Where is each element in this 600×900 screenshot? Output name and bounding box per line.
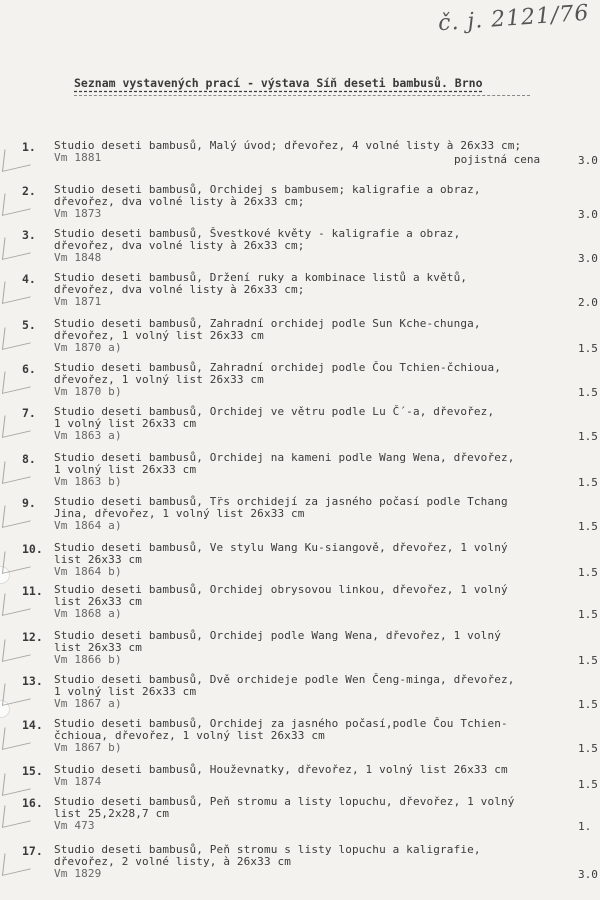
- entry-number: 15.: [22, 764, 43, 778]
- entry-number: 8.: [22, 452, 36, 466]
- entry-text: [54, 764, 508, 788]
- insurance-price: 1.: [578, 820, 592, 833]
- list-item: [0, 496, 600, 542]
- entry-number: 14.: [22, 718, 43, 732]
- entry-text: [54, 630, 501, 666]
- entry-text: [54, 272, 467, 308]
- entry-number: 7.: [22, 406, 36, 420]
- entry-text: [54, 406, 494, 442]
- inventory-number: Vm 1868 a): [54, 607, 122, 620]
- entry-text: [54, 844, 481, 880]
- inventory-number: Vm 1870 b): [54, 385, 122, 398]
- inventory-number: Vm 473: [54, 819, 95, 832]
- list-item: [0, 844, 600, 890]
- entry-description-line: Studio deseti bambusů, Ve stylu Wang Ku-siangově, dřevořez, 1 volný: [54, 541, 508, 554]
- list-item: [0, 362, 600, 408]
- insurance-price: 1.5: [578, 566, 598, 579]
- entry-description-line: Studio deseti bambusů, Orchidej na kameni podle Wang Wena, dřevořez,: [54, 451, 515, 464]
- entry-number: 16.: [22, 796, 43, 810]
- list-item: [0, 630, 600, 676]
- entry-description-line: Studio deseti bambusů, Orchidej za jasného počasí,podle Čou Tchien-: [54, 717, 508, 730]
- entry-number: 10.: [22, 542, 43, 556]
- list-item: [0, 318, 600, 364]
- insurance-price: 1.5: [578, 430, 598, 443]
- entry-number: 2.: [22, 184, 36, 198]
- entry-number: 1.: [22, 140, 36, 154]
- inventory-number: Vm 1867 a): [54, 697, 122, 710]
- entry-description-line: dřevořez, 1 volný list 26x33 cm: [54, 329, 264, 342]
- entry-description-line: list 26x33 cm: [54, 641, 143, 654]
- entry-description-line: dřevořez, 1 volný list 26x33 cm: [54, 373, 264, 386]
- entry-description-line: Studio deseti bambusů, Orchidej obrysovou linkou, dřevořez, 1 volný: [54, 583, 508, 596]
- inventory-number: Vm 1863 a): [54, 429, 122, 442]
- inventory-number: Vm 1848: [54, 251, 102, 264]
- inventory-number: Vm 1866 b): [54, 653, 122, 666]
- entry-description-line: Studio deseti bambusů, Orchidej ve větru podle Lu Č´-a, dřevořez,: [54, 405, 495, 418]
- list-item: [0, 140, 600, 186]
- entry-number: 12.: [22, 630, 43, 644]
- entry-description-line: Studio deseti bambusů, Peň stromu a listy lopuchu, dřevořez, 1 volný: [54, 795, 515, 808]
- entry-text: [54, 362, 501, 398]
- entry-text: [54, 496, 508, 532]
- entry-description-line: Studio deseti bambusů, Držení ruky a kombinace listů a květů,: [54, 271, 468, 284]
- insurance-price: 1.5: [578, 386, 598, 399]
- entry-description-line: list 25,2x28,7 cm: [54, 807, 170, 820]
- inventory-number: Vm 1871: [54, 295, 102, 308]
- page-title: Seznam vystavených prací - výstava Síň deseti bambusů. Brno: [74, 76, 483, 90]
- insurance-price: 1.5: [578, 520, 598, 533]
- inventory-number: Vm 1829: [54, 867, 102, 880]
- inventory-number: Vm 1867 b): [54, 741, 122, 754]
- entry-description-line: 1 volný list 26x33 cm: [54, 463, 197, 476]
- list-item: [0, 674, 600, 720]
- list-item: [0, 584, 600, 630]
- list-item: [0, 272, 600, 318]
- insurance-price: 2.0: [578, 296, 598, 309]
- insurance-price: 1.5: [578, 608, 598, 621]
- entry-number: 17.: [22, 844, 43, 858]
- entry-description-line: Studio deseti bambusů, Zahradní orchidej podle Sun Kche-chunga,: [54, 317, 481, 330]
- entry-text: [54, 452, 515, 488]
- entry-text: [54, 796, 515, 832]
- insurance-price: 3.0: [578, 208, 598, 221]
- entry-description-line: Studio deseti bambusů, Houževnatky, dřevořez, 1 volný list 26x33 cm: [54, 763, 508, 776]
- entry-description-line: list 26x33 cm: [54, 553, 143, 566]
- entry-description-line: Jina, dřevořez, 1 volný list 26x33 cm: [54, 507, 305, 520]
- reference-number: č. j. 2121/76: [437, 0, 591, 37]
- entry-description-line: Studio deseti bambusů, Zahradní orchidej podle Čou Tchien-čchioua,: [54, 361, 501, 374]
- insurance-price: 3.0: [578, 252, 598, 265]
- entry-description-line: Studio deseti bambusů, Švestkové květy - kaligrafie a obraz,: [54, 227, 461, 240]
- list-item: [0, 718, 600, 764]
- inventory-number: Vm 1873: [54, 207, 102, 220]
- insurance-price: 1.5: [578, 698, 598, 711]
- insurance-price: 1.5: [578, 654, 598, 667]
- entry-description-line: Studio deseti bambusů, Dvě orchideje podle Wen Čeng-minga, dřevořez,: [54, 673, 515, 686]
- entry-description-line: Studio deseti bambusů, Tr̈s orchidejí za jasného počasí podle Tchang: [54, 495, 508, 508]
- insurance-price: 1.5: [578, 742, 598, 755]
- list-item: [0, 452, 600, 498]
- entry-description-line: dřevořez, dva volné listy à 26x33 cm;: [54, 283, 305, 296]
- entry-description-line: 1 volný list 26x33 cm: [54, 417, 197, 430]
- entry-text: [54, 542, 508, 578]
- list-item: [0, 406, 600, 452]
- inventory-number: Vm 1870 a): [54, 341, 122, 354]
- list-item: [0, 228, 600, 274]
- entry-number: 4.: [22, 272, 36, 286]
- entry-text: [54, 228, 460, 264]
- entry-text: [54, 584, 508, 620]
- list-item: [0, 796, 600, 842]
- entry-description-line: dřevořez, dva volné listy à 26x33 cm;: [54, 239, 305, 252]
- inventory-number: Vm 1863 b): [54, 475, 122, 488]
- entry-description-line: Studio deseti bambusů, Orchidej s bambusem; kaligrafie a obraz,: [54, 183, 481, 196]
- entry-description-line: Studio deseti bambusů, Malý úvod; dřevořez, 4 volné listy à 26x33 cm;: [54, 139, 522, 152]
- entry-text: [54, 674, 515, 710]
- entry-description-line: list 26x33 cm: [54, 595, 143, 608]
- inventory-number: Vm 1864 b): [54, 565, 122, 578]
- list-item: [0, 184, 600, 230]
- list-item: [0, 542, 600, 588]
- entry-description-line: Studio deseti bambusů, Peň stromu s listy lopuchu a kaligrafie,: [54, 843, 481, 856]
- entry-description-line: čchioua, dřevořez, 1 volný list 26x33 cm: [54, 729, 325, 742]
- inventory-number: Vm 1881: [54, 151, 102, 164]
- entry-description-line: dřevořez, 2 volné listy, à 26x33 cm: [54, 855, 292, 868]
- title-divider: [74, 95, 530, 96]
- insurance-value-label: pojistná cena: [454, 153, 541, 166]
- entry-text: [54, 140, 521, 164]
- entry-number: 13.: [22, 674, 43, 688]
- entry-number: 5.: [22, 318, 36, 332]
- entry-number: 11.: [22, 584, 43, 598]
- entry-description-line: Studio deseti bambusů, Orchidej podle Wang Wena, dřevořez, 1 volný: [54, 629, 501, 642]
- insurance-price: 1.5: [578, 778, 598, 791]
- insurance-price: 3.0: [578, 868, 598, 881]
- insurance-price: 3.0: [578, 154, 598, 167]
- inventory-number: Vm 1874: [54, 775, 102, 788]
- entry-text: [54, 184, 481, 220]
- entry-number: 3.: [22, 228, 36, 242]
- entry-description-line: dřevořez, dva volné listy à 26x33 cm;: [54, 195, 305, 208]
- entry-number: 9.: [22, 496, 36, 510]
- entry-text: [54, 318, 481, 354]
- entry-description-line: 1 volný list 26x33 cm: [54, 685, 197, 698]
- entry-text: [54, 718, 508, 754]
- inventory-number: Vm 1864 a): [54, 519, 122, 532]
- insurance-price: 1.5: [578, 342, 598, 355]
- insurance-price: 1.5: [578, 476, 598, 489]
- entry-number: 6.: [22, 362, 36, 376]
